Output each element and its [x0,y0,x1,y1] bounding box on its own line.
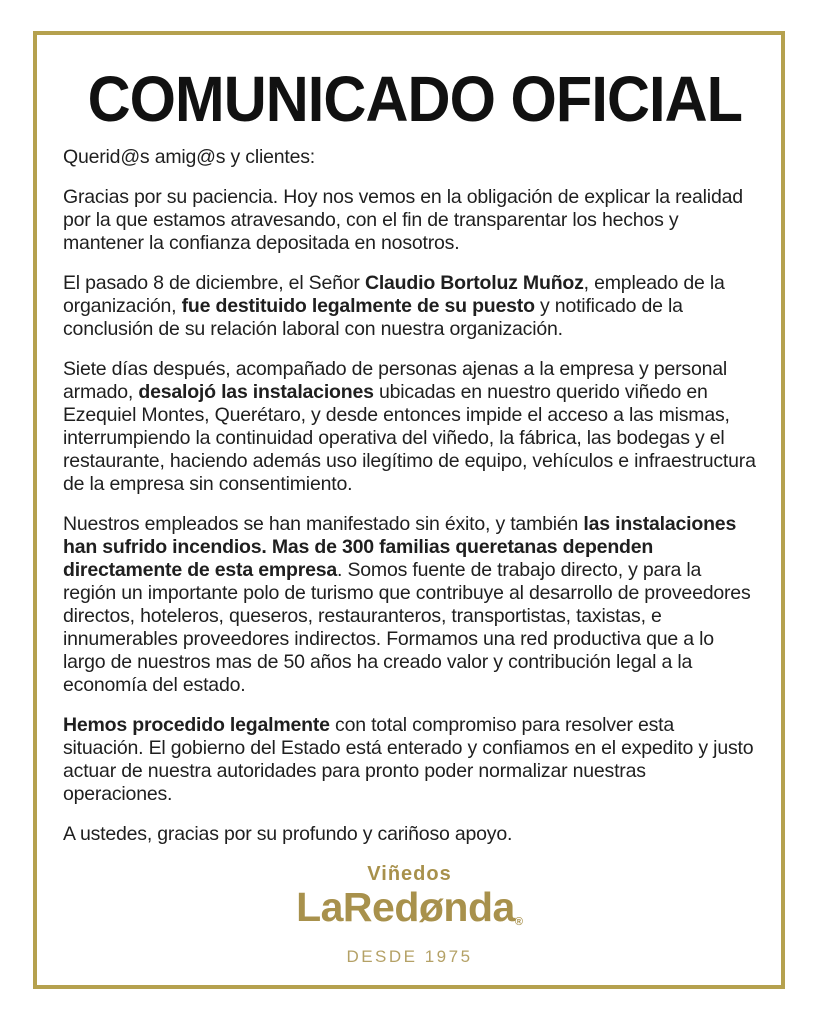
text-run: Nuestros empleados se han manifestado sin éxito, y también [63,513,584,535]
paragraph [63,186,756,255]
text-run: A ustedes, gracias por su profundo y cariñoso apoyo. [63,823,513,845]
text-run-bold: Claudio Bortoluz Muñoz [364,272,584,294]
paragraph [63,358,756,496]
paragraph [63,146,756,169]
logo-tagline-top: Viñedos [367,863,452,885]
paragraph [63,513,756,697]
text-run: y notificado de la conclusión de su relación laboral con nuestra organización. [63,295,683,340]
text-run-bold: las instalaciones han sufrido incendios. Mas de 300 familias queretanas dependen directamente de esta empresa [63,513,737,581]
text-run: , empleado de la organización, [63,272,725,317]
text-run: Siete días después, acompañado de personas ajenas a la empresa y personal armado, [63,358,728,403]
logo-wordmark [63,885,756,944]
text-run-bold: fue destituido legalmente de su puesto [181,295,535,317]
text-run-bold: Hemos procedido legalmente [63,714,330,736]
logo-tagline-bottom: DESDE 1975 [346,947,473,966]
text-run: Querid@s amig@s y clientes: [63,146,316,168]
text-run: . Somos fuente de trabajo directo, y para la región un importante polo de turismo que contribuye al desarrollo de proveedores directos, hoteleros, queseros, restauranteros, transportistas, taxistas, e innumerables proveedores indirectos. Formamos una red productiva que a lo largo de nuestros mas de 50 años ha creado valor y contribución legal a la economía del estado. [63,559,751,696]
page-title: COMUNICADO OFICIAL [87,63,743,135]
text-run: ubicadas en nuestro querido viñedo en Ezequiel Montes, Querétaro, y desde entonces impide el acceso a las mismas, interrumpiendo la continuidad operativa del viñedo, la fábrica, las bodegas y el restaurante, haciendo además uso ilegítimo de equipo, vehículos e infraestructura de la empresa sin consentimiento. [63,381,756,495]
gold-border-frame [33,31,785,989]
text-run: El pasado 8 de diciembre, el Señor [63,272,365,294]
title-wrap [63,63,756,135]
paragraph [63,823,756,846]
paragraph [63,714,756,806]
text-run: Gracias por su paciencia. Hoy nos vemos en la obligación de explicar la realidad por la que estamos atravesando, con el fin de transparentar los hechos y mantener la confianza depositada en nosotros. [63,186,743,254]
text-run-bold: desalojó las instalaciones [138,381,374,403]
paragraphs [63,146,756,846]
communique-content [37,35,781,967]
logo-wordmark-text: LaRedønda [296,884,515,930]
company-logo [63,863,756,967]
registered-trademark-icon: ® [514,916,523,928]
paragraph [63,272,756,341]
text-run: con total compromiso para resolver esta situación. El gobierno del Estado está enterado y confiamos en el expedito y justo actuar de nuestra autoridades para pronto poder normalizar nuestras operaciones. [63,714,754,805]
